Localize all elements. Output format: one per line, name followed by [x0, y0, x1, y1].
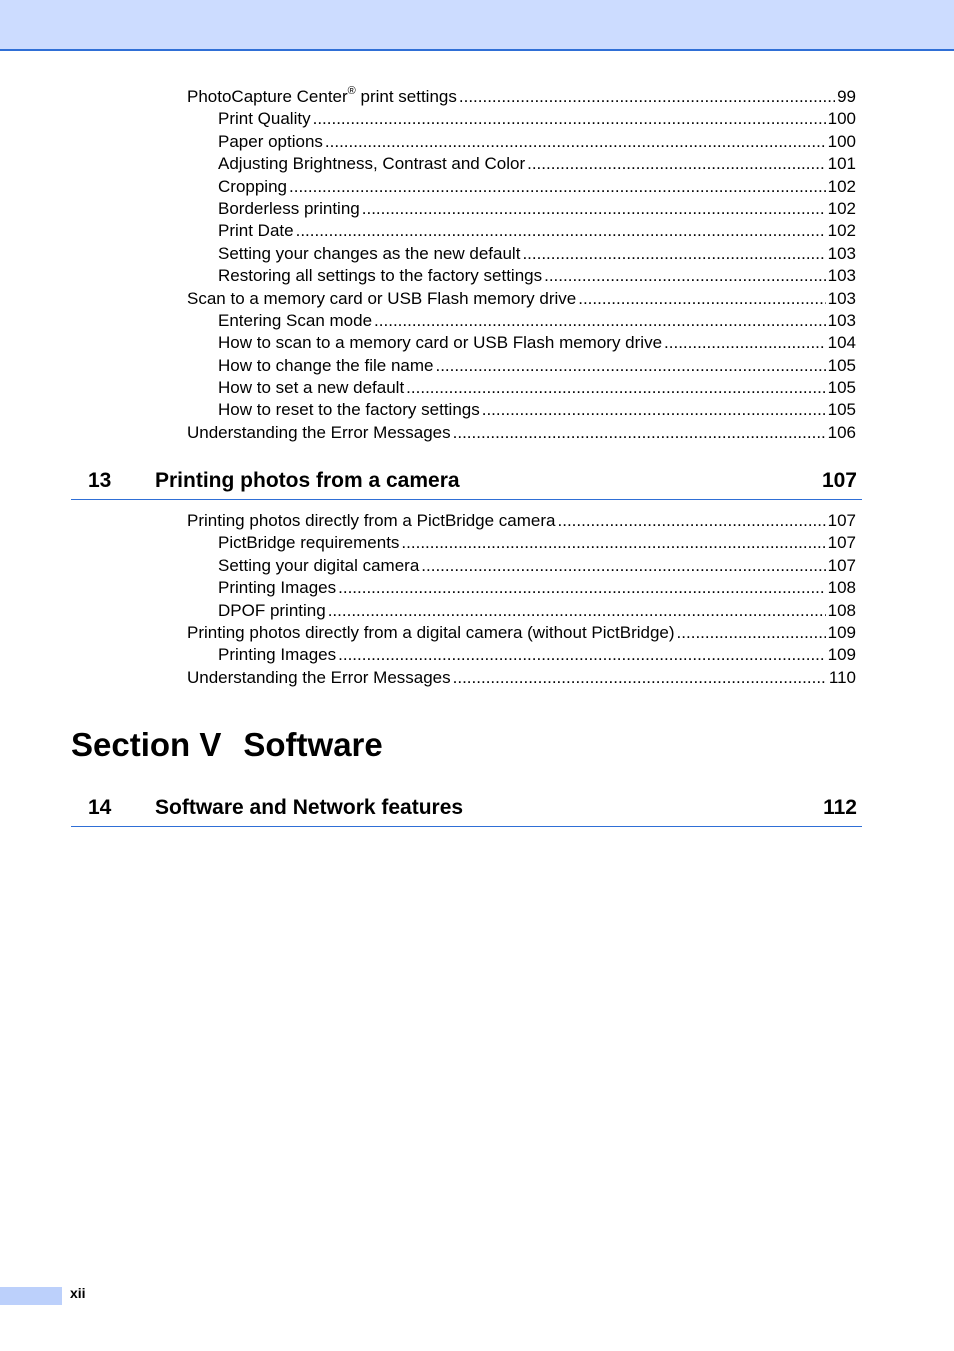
toc-entry-title-text: Printing Images — [218, 578, 337, 598]
toc-entry-title-text: Printing photos directly from a digital camera (without PictBridge) — [187, 622, 675, 642]
toc-entry-title — [218, 600, 326, 622]
toc-entry-title — [218, 243, 520, 265]
toc-entry-title — [218, 198, 360, 220]
toc-entry[interactable] — [187, 422, 856, 444]
toc-entry-title — [187, 288, 576, 310]
toc-entry-page: 110 — [828, 667, 856, 687]
chapter-number: 14 — [88, 796, 112, 819]
toc-entry[interactable] — [187, 399, 856, 421]
toc-entry-title — [218, 377, 404, 399]
section-heading — [71, 726, 383, 764]
toc-entry-title-text: How to change the file name — [218, 355, 434, 375]
toc-entry-title-text: Entering Scan mode — [218, 310, 373, 330]
toc-entry[interactable] — [187, 532, 856, 554]
toc-entry-title-text: How to reset to the factory settings — [218, 400, 480, 420]
toc-entry[interactable] — [187, 644, 856, 666]
dot-leader — [522, 243, 825, 265]
dot-leader — [482, 399, 826, 421]
dot-leader — [453, 667, 827, 689]
dot-leader — [338, 644, 826, 666]
toc-entry[interactable] — [187, 131, 856, 153]
toc-entry-title-text: Understanding the Error Messages — [187, 667, 451, 687]
toc-entry-title — [218, 399, 480, 421]
toc-entry[interactable] — [187, 377, 856, 399]
toc-entry-page: 104 — [827, 333, 856, 353]
dot-leader — [406, 377, 825, 399]
toc-entry-title-text: Print Date — [218, 221, 294, 241]
toc-entry-title — [218, 108, 311, 130]
toc-entry-page: 103 — [827, 288, 856, 308]
toc-entry-page: 102 — [827, 176, 856, 196]
toc-entry-title — [187, 422, 451, 444]
chapter-number: 13 — [88, 469, 112, 492]
toc-entry-page: 103 — [827, 243, 856, 263]
toc-entry-page: 109 — [827, 622, 856, 642]
toc-entry-title-text: Restoring all settings to the factory settings — [218, 266, 543, 286]
toc-group-2 — [187, 510, 856, 689]
toc-entry-title-text: Printing Images — [218, 645, 337, 665]
section-label: Section V — [71, 726, 222, 763]
dot-leader — [362, 198, 826, 220]
dot-leader — [338, 577, 826, 599]
toc-entry-title — [187, 86, 457, 108]
toc-entry[interactable] — [187, 510, 856, 532]
toc-entry-title — [218, 220, 294, 242]
dot-leader — [435, 355, 825, 377]
toc-group-1 — [187, 86, 856, 444]
toc-entry-page: 102 — [827, 221, 856, 241]
dot-leader — [374, 310, 826, 332]
toc-entry[interactable] — [187, 153, 856, 175]
toc-entry-page: 108 — [827, 600, 856, 620]
toc-entry-title-text: Paper options — [218, 131, 323, 151]
toc-entry-title — [218, 176, 287, 198]
toc-entry-title — [218, 355, 433, 377]
toc-entry-title — [218, 153, 525, 175]
registered-mark: ® — [347, 85, 356, 98]
toc-entry-title-text: Cropping — [218, 176, 287, 196]
toc-entry-title-text: Setting your changes as the new default — [218, 243, 521, 263]
toc-entry-page: 107 — [827, 511, 856, 530]
toc-entry-title-suffix: print settings — [355, 87, 457, 106]
toc-entry-title-text: Understanding the Error Messages — [187, 422, 451, 442]
dot-leader — [527, 153, 826, 175]
dot-leader — [289, 176, 826, 198]
dot-leader — [578, 288, 825, 310]
toc-entry-title-text: DPOF printing — [218, 600, 326, 620]
dot-leader — [664, 332, 826, 354]
toc-entry-title — [187, 510, 556, 532]
toc-entry[interactable] — [187, 288, 856, 310]
dot-leader — [453, 422, 826, 444]
toc-entry-page: 105 — [827, 355, 856, 375]
toc-entry-page: 103 — [827, 266, 856, 286]
dot-leader — [544, 265, 826, 287]
toc-entry[interactable] — [187, 310, 856, 332]
chapter-page: 112 — [823, 796, 857, 819]
toc-entry[interactable] — [187, 176, 856, 198]
toc-entry-page: 107 — [827, 533, 856, 553]
toc-entry-page: 100 — [827, 109, 856, 129]
chapter-title: Printing photos from a camera — [155, 469, 460, 492]
dot-leader — [421, 555, 825, 577]
toc-entry[interactable] — [187, 332, 856, 354]
dot-leader — [459, 86, 835, 108]
toc-entry-page: 105 — [827, 400, 856, 420]
toc-entry-title — [218, 577, 336, 599]
toc-entry-title — [218, 131, 323, 153]
toc-entry[interactable] — [187, 600, 856, 622]
toc-entry-title-text: Printing photos directly from a PictBridge camera — [187, 511, 556, 530]
section-title: Software — [243, 726, 383, 763]
toc-entry[interactable] — [187, 355, 856, 377]
toc-entry-page: 105 — [827, 378, 856, 398]
toc-entry-page: 107 — [827, 555, 856, 575]
toc-entry[interactable] — [187, 555, 856, 577]
toc-entry-title-text: PhotoCapture Center — [187, 87, 348, 106]
toc-entry-title-text: Print Quality — [218, 109, 311, 129]
footer-band — [0, 1287, 62, 1305]
toc-entry-title — [218, 555, 419, 577]
chapter-14-heading[interactable] — [71, 796, 862, 827]
toc-entry-title — [218, 644, 336, 666]
toc-entry-page: 100 — [827, 131, 856, 151]
toc-entry-title-text: Scan to a memory card or USB Flash memory drive — [187, 288, 577, 308]
chapter-page: 107 — [821, 469, 857, 492]
toc-entry-title — [218, 310, 372, 332]
toc-entry[interactable] — [187, 265, 856, 287]
dot-leader — [296, 220, 826, 242]
toc-entry[interactable] — [187, 622, 856, 644]
dot-leader — [401, 532, 825, 554]
dot-leader — [325, 131, 826, 153]
dot-leader — [313, 108, 826, 130]
toc-entry-page: 102 — [827, 198, 856, 218]
toc-entry[interactable] — [187, 108, 856, 130]
toc-entry-title-text: Borderless printing — [218, 198, 360, 218]
toc-entry-page: 106 — [827, 422, 856, 442]
dot-leader — [558, 510, 826, 532]
toc-entry-title — [218, 265, 542, 287]
dot-leader — [328, 600, 826, 622]
toc-entry-title — [187, 667, 451, 689]
toc-entry-page: 99 — [837, 87, 856, 106]
toc-entry[interactable] — [187, 243, 856, 265]
toc-entry-page: 103 — [827, 310, 856, 330]
dot-leader — [677, 622, 826, 644]
toc-entry-page: 108 — [827, 578, 856, 598]
toc-entry-title-text: Setting your digital camera — [218, 555, 420, 575]
toc-entry[interactable] — [187, 198, 856, 220]
toc-entry-title — [187, 622, 675, 644]
toc-entry[interactable] — [187, 577, 856, 599]
toc-entry[interactable] — [187, 86, 856, 108]
toc-entry[interactable] — [187, 667, 856, 689]
header-band — [0, 0, 954, 51]
toc-entry[interactable] — [187, 220, 856, 242]
toc-entry-title-text: Adjusting Brightness, Contrast and Color — [218, 154, 526, 174]
toc-entry-title — [218, 332, 662, 354]
chapter-title: Software and Network features — [155, 796, 464, 819]
toc-entry-title-text: How to scan to a memory card or USB Flash memory drive — [218, 333, 663, 353]
chapter-13-heading[interactable] — [71, 469, 862, 500]
toc-entry-page: 109 — [827, 645, 856, 665]
footer-page-number: xii — [70, 1285, 86, 1301]
toc-entry-title-text: PictBridge requirements — [218, 533, 400, 553]
toc-entry-page: 101 — [827, 154, 856, 174]
toc-entry-title — [218, 532, 399, 554]
toc-entry-title-text: How to set a new default — [218, 378, 405, 398]
